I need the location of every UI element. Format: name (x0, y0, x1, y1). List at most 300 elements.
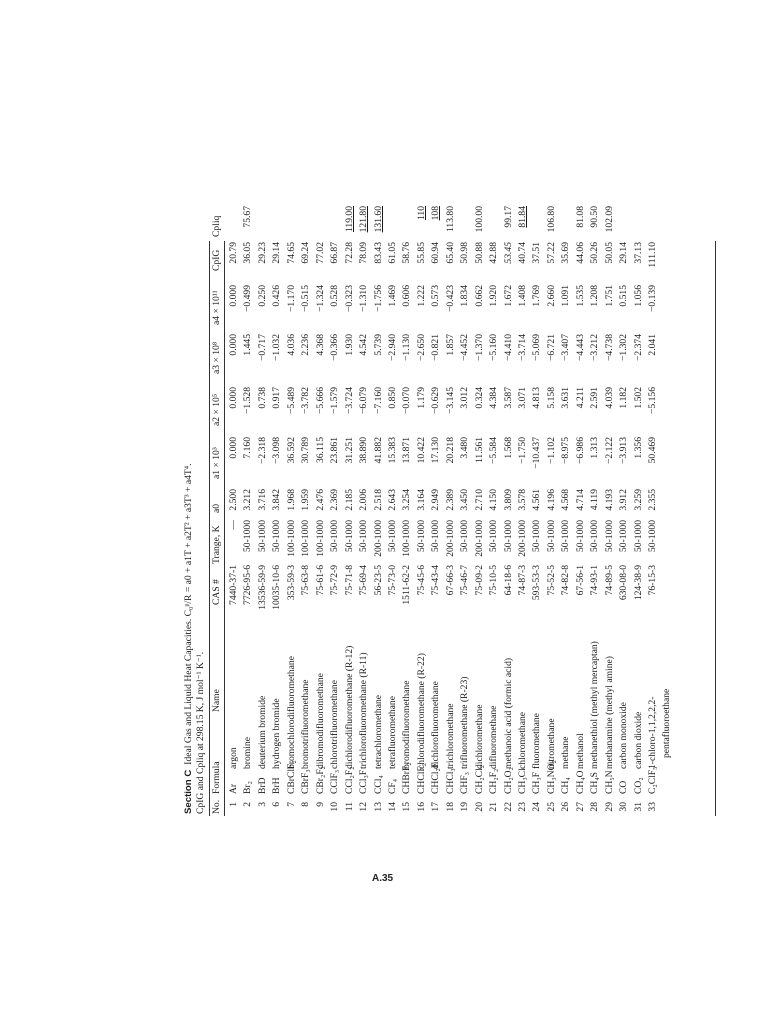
table-row (530, 241, 544, 816)
cell-cas: 74-82-8 (560, 565, 572, 596)
cell-no: 33 (647, 802, 659, 812)
cell-trange: 50-1000 (632, 520, 644, 552)
header-a3: a3 × 10⁸ (211, 341, 222, 374)
cell-formula: CH₃F (531, 771, 543, 794)
cell-cpig: 69.24 (300, 242, 312, 264)
cell-a3: −0.366 (329, 334, 341, 361)
cell-trange: — (228, 520, 239, 530)
table-row (473, 206, 487, 816)
table-row (646, 241, 673, 816)
cell-a0: 4.119 (589, 489, 601, 511)
cell-a2: 4.039 (603, 387, 615, 409)
cell-trange: 50-1000 (256, 520, 268, 552)
cell-a4: 1.222 (415, 285, 427, 307)
cell-a4: 2.660 (545, 285, 557, 307)
cell-trange: 50-1000 (415, 520, 427, 552)
cell-a3: −4.452 (459, 334, 471, 361)
cell-a4: 1.751 (603, 285, 615, 307)
table-row (299, 241, 313, 816)
cell-no: 21 (488, 802, 500, 812)
cell-name: methanol (574, 733, 586, 769)
cell-a3: 0.000 (228, 334, 239, 356)
cell-cas: 353-59-3 (285, 565, 297, 601)
cell-a3: −5.160 (488, 334, 500, 361)
cell-cas: 74-87-3 (517, 565, 528, 596)
cell-a1: −8.975 (560, 437, 572, 464)
header-no: No. (211, 799, 222, 814)
cell-name: hydrogen bromide (271, 698, 283, 769)
cell-a3: −2.374 (632, 334, 644, 361)
cell-a4: −0.323 (343, 285, 355, 312)
cell-cas: 630-08-0 (618, 565, 630, 601)
cell-a4: 1.408 (517, 285, 528, 307)
cell-name: carbon dioxide (632, 711, 644, 769)
cell-name: methanoic acid (formic acid) (502, 657, 514, 769)
table-row (617, 241, 631, 816)
cell-formula: CHCl₂F (430, 762, 442, 794)
cell-formula: CH₄ (560, 777, 572, 794)
cell-a1: 30.789 (300, 437, 312, 464)
table-row (328, 241, 342, 816)
cell-a2: 3.631 (560, 387, 572, 409)
cell-formula: CO₂ (632, 777, 644, 794)
cell-a1: 11.561 (473, 437, 485, 464)
section-label: Section C (183, 769, 194, 814)
cell-a3: −1.130 (401, 334, 413, 361)
cell-cpig: 74.65 (285, 242, 297, 264)
cell-a4: 1.672 (502, 285, 514, 307)
table-row (429, 206, 443, 816)
cell-a4: 0.528 (329, 285, 341, 307)
cell-name-continued: pentafluoroethane (661, 688, 673, 758)
rotated-table-page (184, 156, 768, 816)
cell-a4: −0.515 (300, 285, 312, 312)
cell-no: 27 (574, 802, 586, 812)
cell-a1: 36.592 (285, 437, 297, 464)
cell-a3: 2.236 (300, 334, 312, 356)
cell-formula: CBr₂F₂ (314, 765, 326, 794)
cell-a1: −3.913 (618, 437, 630, 464)
table-row (444, 206, 458, 816)
cell-formula: CH₃Cl (517, 768, 528, 794)
cell-a4: −0.499 (242, 285, 254, 312)
cell-no: 24 (531, 802, 543, 812)
cell-cas: 7726-95-6 (242, 565, 254, 605)
cell-cpig: 58.76 (401, 242, 413, 264)
cell-a2: −3.782 (300, 387, 312, 414)
cell-a1: −1.102 (545, 437, 557, 464)
cell-a3: −4.738 (603, 334, 615, 361)
cell-cas: 67-56-1 (574, 565, 586, 596)
cell-trange: 50-1000 (618, 520, 630, 552)
header-formula: Formula (211, 761, 222, 794)
cell-no: 29 (603, 802, 615, 812)
cell-cas: 64-18-6 (502, 565, 514, 596)
bottom-rule (715, 241, 716, 816)
cell-cpig: 29.14 (271, 242, 283, 264)
cell-formula: Ar (228, 783, 239, 794)
cell-name: tetrachloromethane (372, 694, 384, 769)
cell-a3: −2.650 (415, 334, 427, 361)
cell-a0: 2.643 (386, 489, 398, 511)
cell-a2: 3.587 (502, 387, 514, 409)
cell-a2: −3.724 (343, 387, 355, 414)
cell-no: 28 (589, 802, 601, 812)
cell-a3: 1.930 (343, 334, 355, 356)
cell-a1: 15.383 (386, 437, 398, 464)
cell-a4: −0.423 (444, 285, 456, 312)
cell-a1: −3.098 (271, 437, 283, 464)
header-trange: Trange, K (211, 525, 222, 564)
cell-formula: CHF₃ (459, 771, 471, 794)
cell-name: chloromethane (517, 711, 528, 769)
cell-cpliq: 100.00 (473, 206, 485, 233)
cell-formula: C₂ClF₅ (647, 766, 659, 794)
cell-a2: −5.489 (285, 387, 297, 414)
cell-cpig: 29.14 (618, 242, 630, 264)
cell-a0: 1.968 (285, 489, 297, 511)
cell-a0: 1.959 (300, 489, 312, 511)
cell-cas: 75-69-4 (358, 565, 370, 596)
cell-formula: BrH (271, 777, 283, 794)
table-row (372, 206, 386, 816)
cell-formula: CHCl₃ (444, 768, 456, 794)
cell-name: carbon monoxide (618, 702, 630, 769)
cell-name: fluoromethane (531, 713, 543, 769)
cell-trange: 50-1000 (459, 520, 471, 552)
cell-cpig: 29.23 (256, 242, 268, 264)
cell-a0: 2.518 (372, 489, 384, 511)
cell-a0: 3.212 (242, 489, 254, 511)
cell-a0: 2.389 (444, 489, 456, 511)
cell-cas: 75-43-4 (430, 565, 442, 596)
cell-a0: 4.193 (603, 489, 615, 511)
cell-a2: 0.738 (256, 387, 268, 409)
title-text: Ideal Gas and Liquid Heat Capacities. C₀ᵖ/R = a0 + a1T + a2T² + a3T³ + a4T⁴. (183, 463, 194, 765)
cell-cas: 75-46-7 (459, 565, 471, 596)
cell-name: difluoromethane (488, 705, 500, 769)
cell-cas: 1511-62-2 (401, 565, 413, 605)
header-a2: a2 × 10⁵ (211, 393, 222, 426)
cell-cpliq: 90.50 (589, 206, 601, 228)
cell-a4: 0.515 (618, 285, 630, 307)
table-row (603, 206, 617, 816)
cell-name: trifluoromethane (R-23) (459, 676, 471, 769)
cell-cpliq: 108 (430, 206, 442, 221)
cell-a3: −2.940 (386, 334, 398, 361)
cell-trange: 50-1000 (560, 520, 572, 552)
cell-a4: 0.573 (430, 285, 442, 307)
cell-cpig: 57.22 (545, 242, 557, 264)
cell-a2: 1.182 (618, 387, 630, 409)
cell-trange: 50-1000 (430, 520, 442, 552)
cell-a0: 2.369 (329, 489, 341, 511)
cell-trange: 50-1000 (603, 520, 615, 552)
cell-a2: 3.071 (517, 387, 528, 409)
cell-a0: 2.500 (228, 489, 239, 511)
cell-a1: 0.000 (228, 437, 239, 459)
cell-a2: 0.850 (386, 387, 398, 409)
cell-a3: −6.721 (545, 334, 557, 361)
cell-a1: 1.356 (632, 437, 644, 459)
cell-trange: 50-1000 (271, 520, 283, 552)
cell-cas: 67-66-3 (444, 565, 456, 596)
cell-name: methanamine (methyl amine) (603, 656, 615, 769)
page-number: A.35 (372, 873, 394, 884)
cell-formula: CH₂O₂ (502, 767, 514, 794)
cell-a1: −1.750 (517, 437, 528, 464)
cell-a1: 13.871 (401, 437, 413, 464)
cell-cpliq: 81.08 (574, 206, 586, 228)
cell-trange: 50-1000 (242, 520, 254, 552)
cell-a0: 2.710 (473, 489, 485, 511)
cell-a2: −7.160 (372, 387, 384, 414)
cell-a2: 0.324 (473, 387, 485, 409)
cell-a3: −4.410 (502, 334, 514, 361)
cell-cpig: 53.45 (502, 242, 514, 264)
cell-no: 30 (618, 802, 630, 812)
cell-name: trichlorofluoromethane (R-11) (358, 652, 370, 769)
cell-cpliq: 121.80 (358, 206, 370, 233)
table-row (487, 241, 501, 816)
table-row (241, 206, 255, 816)
table-row (256, 241, 270, 816)
table-row (545, 206, 559, 816)
top-rule (209, 241, 210, 816)
cell-trange: 100-1000 (300, 520, 312, 557)
cell-cpig: 36.05 (242, 242, 254, 264)
cell-a1: 23.861 (329, 437, 341, 464)
cell-cpig: 60.94 (430, 242, 442, 264)
cell-no: 8 (300, 802, 312, 807)
cell-cpig: 50.98 (459, 242, 471, 264)
cell-formula: CBrClF₂ (285, 760, 297, 794)
cell-trange: 100-1000 (401, 520, 413, 557)
cell-a0: 2.355 (647, 489, 659, 511)
cell-a4: 1.769 (531, 285, 543, 307)
cell-cpig: 111.10 (647, 242, 659, 268)
cell-cpig: 65.40 (444, 242, 456, 264)
cell-a2: 4.384 (488, 387, 500, 409)
table-row (458, 241, 472, 816)
cell-cas: 74-93-1 (589, 565, 601, 596)
table-row (559, 241, 573, 816)
cell-a2: −5.156 (647, 387, 659, 414)
cell-a3: −3.714 (517, 334, 528, 361)
table-row (357, 206, 371, 816)
table-row (574, 206, 588, 816)
cell-cpliq: 113.80 (444, 206, 456, 233)
cell-a3: −0.821 (430, 334, 442, 361)
cell-cas: 75-10-5 (488, 565, 500, 596)
cell-name: trichloromethane (444, 703, 456, 769)
cell-formula: CH₄O (574, 770, 586, 794)
cell-a0: 3.578 (517, 489, 528, 511)
cell-cpig: 50.88 (473, 242, 485, 264)
cell-trange: 50-1000 (647, 520, 659, 552)
cell-formula: CH₃NO₂ (545, 760, 557, 794)
cell-cas: 75-72-9 (329, 565, 341, 596)
table-row (588, 206, 602, 816)
cell-a4: 1.834 (459, 285, 471, 307)
cell-no: 23 (517, 802, 528, 812)
cell-cpliq: 81.84 (517, 206, 528, 228)
cell-no: 25 (545, 802, 557, 812)
cell-name: methane (560, 736, 572, 769)
cell-trange: 50-1000 (502, 520, 514, 552)
cell-a3: −0.717 (256, 334, 268, 361)
cell-formula: CHClF₂ (415, 762, 427, 794)
cell-no: 20 (473, 802, 485, 812)
cell-cas: 124-38-9 (632, 565, 644, 601)
header-name: Name (211, 689, 222, 712)
cell-name: bromotrifluoromethane (300, 679, 312, 769)
cell-a2: 3.012 (459, 387, 471, 409)
cell-a3: −4.443 (574, 334, 586, 361)
cell-no: 14 (386, 802, 398, 812)
header-cpliq: Cpliq (211, 215, 222, 237)
cell-a1: 20.218 (444, 437, 456, 464)
cell-cas: 76-15-3 (647, 565, 659, 596)
cell-a2: 0.000 (228, 387, 239, 409)
cell-cpliq: 131.60 (372, 206, 384, 233)
cell-cpliq: 110 (415, 206, 427, 221)
cell-cas: 75-09-2 (473, 565, 485, 596)
cell-a0: 4.196 (545, 489, 557, 511)
cell-a4: −1.170 (285, 285, 297, 312)
table-row (270, 241, 284, 816)
cell-a1: 7.160 (242, 437, 254, 459)
cell-cpig: 37.51 (531, 242, 543, 264)
cell-a0: 3.164 (415, 489, 427, 511)
cell-a3: −1.302 (618, 334, 630, 361)
cell-a2: 4.813 (531, 387, 543, 409)
cell-cpliq: 99.17 (502, 206, 514, 228)
cell-a1: 1.313 (589, 437, 601, 459)
cell-trange: 100-1000 (285, 520, 297, 557)
cell-cas: 75-61-6 (314, 565, 326, 596)
cell-a4: 1.056 (632, 285, 644, 307)
cell-cas: 10035-10-6 (271, 565, 283, 610)
cell-a3: 2.041 (647, 334, 659, 356)
cell-trange: 50-1000 (574, 520, 586, 552)
cell-a4: 0.662 (473, 285, 485, 307)
cell-no: 19 (459, 802, 471, 812)
cell-cpliq: 106.80 (545, 206, 557, 233)
cell-cpig: 37.13 (632, 242, 644, 264)
cell-no: 15 (401, 802, 413, 812)
cell-a4: −1.310 (358, 285, 370, 312)
cell-cpig: 44.06 (574, 242, 586, 264)
cell-formula: CCl₄ (372, 775, 384, 794)
cell-a4: 1.208 (589, 285, 601, 307)
cell-name: methanethiol (methyl mercaptan) (589, 641, 601, 769)
cell-a0: 3.450 (459, 489, 471, 511)
cell-a1: 3.480 (459, 437, 471, 459)
cell-name: bromine (242, 737, 254, 769)
cell-no: 9 (314, 802, 326, 807)
cell-a1: 1.568 (502, 437, 514, 459)
cell-a0: 2.185 (343, 489, 355, 511)
cell-a3: 5.739 (372, 334, 384, 356)
cell-a0: 4.561 (531, 489, 543, 511)
cell-a3: −1.032 (271, 334, 283, 361)
cell-a3: −1.370 (473, 334, 485, 361)
cell-trange: 200-1000 (444, 520, 456, 557)
header-rule (224, 241, 225, 816)
cell-a3: 1.857 (444, 334, 456, 356)
table-row (516, 206, 530, 816)
cell-a0: 3.716 (256, 489, 268, 511)
cell-a2: 5.158 (545, 387, 557, 409)
cell-name: argon (228, 747, 239, 769)
table-row (502, 206, 516, 816)
cell-no: 2 (242, 802, 254, 807)
cell-a4: −0.139 (647, 285, 659, 312)
cell-cas: 56-23-5 (372, 565, 384, 596)
cell-cpliq: 119.00 (343, 206, 355, 233)
cell-a3: −3.212 (589, 334, 601, 361)
cell-no: 12 (358, 802, 370, 812)
cell-a0: 3.912 (618, 489, 630, 511)
table-row (400, 241, 414, 816)
table-subtitle: CpIG and Cpliq at 298.15 K, J mol⁻¹ K⁻¹. (195, 651, 206, 814)
cell-formula: CH₂Cl₂ (473, 764, 485, 794)
cell-a3: 4.036 (285, 334, 297, 356)
cell-no: 26 (560, 802, 572, 812)
cell-a0: 2.949 (430, 489, 442, 511)
cell-formula: CF₄ (386, 778, 398, 794)
cell-cas: 75-45-6 (415, 565, 427, 596)
cell-formula: BrD (256, 777, 268, 794)
cell-name: dichlorodifluoromethane (R-12) (343, 645, 355, 769)
cell-formula: Br₂ (242, 781, 254, 794)
cell-formula: CBrF₃ (300, 769, 312, 794)
cell-no: 1 (228, 802, 239, 807)
cell-trange: 200-1000 (517, 520, 528, 557)
cell-a2: 1.179 (415, 387, 427, 409)
cell-cpig: 55.85 (415, 242, 427, 264)
cell-cpig: 20.79 (228, 242, 239, 264)
cell-a1: 41.882 (372, 437, 384, 464)
cell-cpig: 77.02 (314, 242, 326, 264)
cell-a2: −6.079 (358, 387, 370, 414)
cell-no: 16 (415, 802, 427, 812)
table-row (386, 241, 400, 816)
cell-cas: 75-52-5 (545, 565, 557, 596)
cell-trange: 50-1000 (329, 520, 341, 552)
cell-cas: 74-89-5 (603, 565, 615, 596)
cell-a0: 2.476 (314, 489, 326, 511)
cell-a1: −2.318 (256, 437, 268, 464)
cell-cpig: 61.05 (386, 242, 398, 264)
cell-cpig: 50.26 (589, 242, 601, 264)
cell-cpig: 35.69 (560, 242, 572, 264)
cell-a4: 0.426 (271, 285, 283, 307)
cell-formula: CH₄S (589, 771, 601, 794)
cell-cpig: 72.28 (343, 242, 355, 264)
cell-a2: −5.666 (314, 387, 326, 414)
cell-a0: 3.842 (271, 489, 283, 511)
header-a4: a4 × 10¹¹ (211, 290, 222, 325)
cell-a3: −3.407 (560, 334, 572, 361)
cell-a1: −10.437 (531, 437, 543, 469)
cell-a2: 2.591 (589, 387, 601, 409)
cell-a1: 36.115 (314, 437, 326, 464)
cell-trange: 50-1000 (589, 520, 601, 552)
cell-trange: 50-1000 (386, 520, 398, 552)
cell-trange: 50-1000 (545, 520, 557, 552)
